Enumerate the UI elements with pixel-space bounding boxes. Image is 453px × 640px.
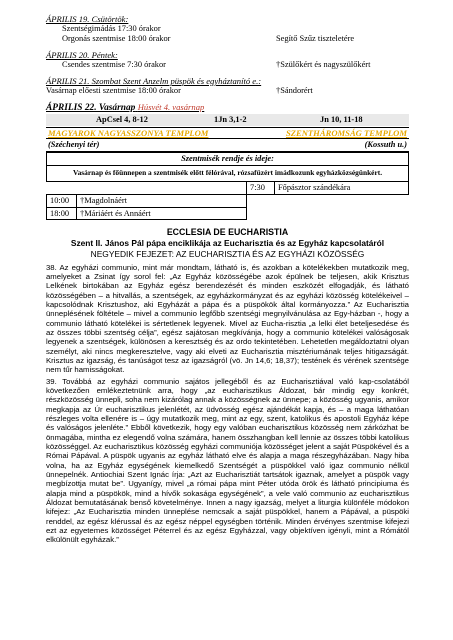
mass-time: Orgonás szentmise 18:00 órakor xyxy=(62,34,171,44)
sunday-date: ÁPRILIS 22. Vasárnap xyxy=(46,103,136,114)
reading-second: 1Jn 3,1-2 xyxy=(214,115,247,125)
mass-row xyxy=(46,24,409,34)
mass-time: 18:00 xyxy=(47,207,77,220)
article-chapter: NEGYEDIK FEJEZET: AZ EUCHARISZTIA ÉS AZ EGYHÁZI KÖZÖSSÉG xyxy=(90,248,365,259)
article-subtitle: Szent II. János Pál pápa enciklikája az Eucharisztia és az Egyház kapcsolatáról xyxy=(70,237,385,248)
church-right: SZENTHÁROMSÁG TEMPLOM xyxy=(285,128,407,139)
article-paragraph: 38. Az egyházi communio, mint már mondtam, látható is, és azokban a kötelékekben mutatkozik meg, amelyeket a Zsinat így sorol fel: „Az Egyház közösségébe azok épülnek be teljesen, akik Krisztus Lelkének birtokában az Egyház egész berendezését és minden eszközét elfogadják, és látható közösségében – a hitvallás, a szentségek, az egyházkormányzat és az egyházi közösség kötelékeivel – kapcsolódnak Krisztushoz, aki Egyházát a pápa és a püspökök által kormányozza.” Az Eucharisztia ünneplésének föltétele – mivel a communio legfőbb szentségi megnyilvánulása az Egy-házban -, hogy a communio látható kötelékei is sértetlenek legyenek. Mivel az Eucha-risztia „a lelki élet beteljesedése és az összes többi szentség célja”, egész sajátosan megkívánja, hogy a communio kötelékei valóságosak legyenek a szentségek, különösen a keresztség és az ordo tekintetében. Lehetetlen megáldoztatni olyan személyt, aki nincs megkeresztelve, vagy aki elveti az Eucharisztia misztériumának teljes hitigazságát. Krisztus az igazság, és tanúságot tesz az igazságról (vö. Jn 14,6; 18,37); testének és vérének szentsége nem tűr hamisságokat. xyxy=(46,262,409,375)
empty-cell xyxy=(247,194,409,207)
sunday-title xyxy=(46,102,409,114)
article-paragraph: 39. Továbbá az egyházi communio sajátos jellegéből és az Eucharisztiával való kap-csolatából következően emlékeztetnünk arra, hogy „az eucharisztikus Áldozat, bár mindig egy konkrét, részközösség ünnepli, soha nem kizárólag annak a közösségnek az ünnepe; a közösség ugyanis, amikor megkapja az Úr eucharisztikus jelenlétét, az üdvösség egész ajándékát kapja, és – a maga láthatóan részleges volta ellenére is – úgy mutatkozik meg, mint az egy, szent, katolikus és apostoli Egyház képe és valóságos jelenléte.” Ebből következik, hogy egy valóban eucharisztikus közösség nem zárkózhat be önmagába, mintha ez elegendő volna számára, hanem összhangban kell lennie az összes többi katolikus közösséggel. Az eucharisztikus közösség egyházi communiója közösséget jelent a saját Püspökével és a Római Pápával. A püspök ugyanis az egyház látható elve és alapja a maga részegyházában. Nagy hiba volna, ha az Egyház egységének kiemelkedő Szentségét a püspökkel való igaz communio nélkül ünnepelnék. Antiochiai Szent Ignác írja: „Azt az Eucharisztiát tartsátok igaznak, amelyet a püspök vagy megbízottja mutat be”. Ugyanígy, mivel „a római pápa mint Péter utóda örök és látható principiuma és alapja mind a püspökök, mind a hívők sokasága egységének”, a vele való communio az eucharisztikus Áldozat bemutatásának benső követelménye. Innen a nagy igazság, melyet a liturgia különféle módokon kifejez: „Az Eucharisztia minden ünneplése nemcsak a saját püspökkel, hanem a Pápával, a püspöki renddel, az egész klérussal és az egész néppel egységben történik. Minden érvényes szentmise kifejezi ezt az egyetemes közösséget Péterrel és az egész Egyházzal, vagy objektíven igényli, mint a Rómától elkülönült egyházak.” xyxy=(46,376,409,545)
table-row xyxy=(47,181,409,194)
schedule-table xyxy=(46,152,409,220)
day-block-saturday xyxy=(46,76,409,96)
mass-intention: †Magdolnáért xyxy=(77,194,247,207)
mass-intention: †Sándorért xyxy=(276,86,313,96)
day-title: ÁPRILIS 20. Péntek: xyxy=(46,49,118,60)
mass-time: Szentségimádás 17:30 órakor xyxy=(62,24,161,34)
address-right: (Kossuth u.) xyxy=(364,140,407,150)
reading-gospel: Jn 10, 11-18 xyxy=(320,115,363,125)
mass-row xyxy=(46,60,409,70)
church-left: MAGYAROK NAGYASSZONYA TEMPLOM xyxy=(48,128,209,139)
day-title: ÁPRILIS 21. Szombat Szent Anzelm püspök és egyháztanító e.: xyxy=(46,76,262,86)
day-title: ÁPRILIS 19. Csütörtök: xyxy=(46,14,129,24)
schedule-note: Vasárnap és főünnepen a szentmisék előtt félórával, rózsafüzért imádkozunk egyházközségünkért. xyxy=(47,166,409,182)
mass-intention: †Máriáért és Annáért xyxy=(77,207,247,220)
mass-time: Csendes szentmise 7:30 órakor xyxy=(62,60,166,70)
article xyxy=(46,227,409,544)
reading-first: ApCsel 4, 8-12 xyxy=(96,115,148,125)
mass-intention: †Szülőkért és nagyszülőkért xyxy=(276,60,371,70)
address-left: (Széchenyi tér) xyxy=(48,140,100,150)
church-names xyxy=(46,127,409,139)
sunday-feast: Húsvét 4. vasárnap xyxy=(137,102,205,113)
day-block-sunday xyxy=(46,102,409,220)
mass-intention: Főpásztor szándékára xyxy=(275,181,409,194)
table-row xyxy=(47,194,409,207)
mass-time: 10:00 xyxy=(47,194,77,207)
article-title: ECCLESIA DE EUCHARISTIA xyxy=(166,227,289,238)
empty-cell xyxy=(247,207,409,220)
schedule-title: Szentmisék rendje és ideje: xyxy=(47,153,409,166)
day-block-friday xyxy=(46,50,409,70)
mass-time: Vasárnap előesti szentmise 18:00 órakor xyxy=(46,86,181,96)
church-addresses xyxy=(46,139,409,152)
readings-bar xyxy=(46,114,409,126)
mass-intention: Segítő Szűz tiszteletére xyxy=(276,34,355,44)
table-row xyxy=(47,207,409,220)
day-block-thursday xyxy=(46,14,409,44)
mass-time: 7:30 xyxy=(247,181,275,194)
mass-intention xyxy=(276,24,409,34)
empty-cell xyxy=(47,181,247,194)
mass-row xyxy=(46,34,409,44)
mass-row xyxy=(46,86,409,96)
